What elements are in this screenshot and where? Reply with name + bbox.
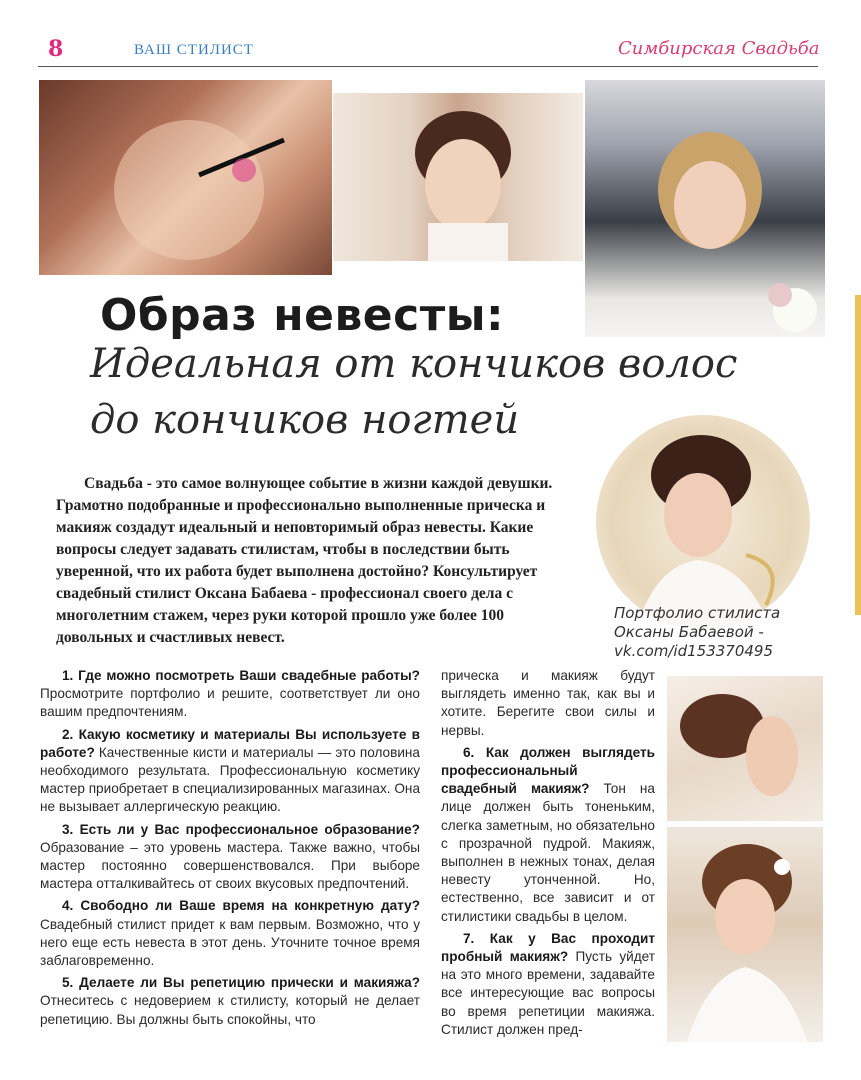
answer: Пусть уйдет на это много времени, задавайте все интересующие вас вопросы во время репетиции макияжа. Стилист должен пред-: [441, 949, 656, 1037]
photo-makeup-application: [39, 80, 332, 275]
question: 6. Как должен выглядеть профессиональный свадебный макияж?: [441, 744, 655, 797]
article-column-2: [441, 667, 655, 1043]
qa-item: [40, 897, 420, 970]
qa-item: [441, 744, 655, 926]
photo-bride-portrait: [333, 93, 583, 261]
answer: Просмотрите портфолио и решите, соответствует ли оно вашим предпочтениям.: [40, 686, 420, 720]
page-number: 8: [48, 36, 64, 62]
answer: Качественные кисти и материалы — это половина необходимого результата. Профессиональную косметику мастер приобретает в специализированных магазинах. Она не вызывает аллергическую реакцию.: [40, 744, 420, 815]
caption-line: Оксаны Бабаевой -: [614, 623, 764, 641]
photo-bride-in-car: [585, 80, 825, 337]
photo-stylist-portfolio: [596, 415, 810, 629]
continued-text: прическа и макияж будут выглядеть именно так, как вы и хотите. Берегите свои силы и нервы.: [441, 668, 655, 738]
photo-bridal-hairstyle-veil: [667, 827, 823, 1042]
article-subtitle: Идеальная от кончиков волос до кончиков ногтей: [90, 341, 738, 443]
qa-item: [40, 821, 420, 894]
article-lead: Свадьба - это самое волнующее событие в жизни каждой девушки. Грамотно подобранные и профессионально выполненные прическа и макияж создадут идеальный и неповторимый образ невесты. Какие вопросы следует задавать стилистам, чтобы в последствии быть уверенной, что их работа будет выполнена достойно? Консультирует свадебный стилист Оксана Бабаева - профессионал своего дела с многолетним стажем, через руки которой прошло уже более 100 довольных и счастливых невест.: [56, 475, 553, 646]
answer: Свадебный стилист придет к вам первым. Возможно, что у него еще есть невеста в этот день. Уточните точное время заблаговременно.: [40, 916, 420, 969]
section-title: ВАШ СТИЛИСТ: [134, 42, 254, 58]
answer: Отнеситесь с недоверием к стилисту, который не делает репетицию. Вы должны быть спокойны, что: [40, 993, 420, 1027]
answer: Образование – это уровень мастера. Также важно, чтобы мастер постоянно совершенствовался. При выборе мастера отталкивайтесь от своих вкусовых предпочтений.: [40, 839, 420, 892]
question: 7. Как у Вас проходит пробный макияж?: [441, 930, 655, 965]
question: 1. Где можно посмотреть Ваши свадебные работы?: [62, 668, 420, 683]
qa-item: [40, 974, 420, 1029]
qa-item: [40, 667, 420, 722]
qa-item: [40, 726, 420, 817]
question: 5. Делаете ли Вы репетицию прически и макияжа?: [62, 975, 420, 991]
header-divider: [38, 66, 818, 67]
photo-caption: [614, 604, 834, 661]
question: 3. Есть ли у Вас профессиональное образование?: [62, 821, 420, 837]
caption-line: Портфолио стилиста: [614, 604, 781, 622]
question: 2. Какую косметику и материалы Вы используете в работе?: [40, 726, 420, 760]
brand-logo: Симбирская Свадьба: [618, 38, 820, 59]
caption-link[interactable]: vk.com/id153370495: [614, 642, 774, 660]
article-title: Образ невесты:: [100, 290, 505, 341]
question: 4. Свободно ли Ваше время на конкретную дату?: [62, 898, 420, 914]
photo-updo-hairstyle: [667, 676, 823, 821]
page-edge-strip: [855, 295, 861, 615]
answer: Тон на лице должен быть тоненьким, слегка заметным, но обязательно с прозрачной пудрой. Макияж, выполнен в нежных тонах, делая невесту утонченной. Но, естественно, все зависит и от стилистики свадьбы в целом.: [441, 781, 655, 924]
article-column-1: [40, 667, 420, 1033]
qa-item: [441, 930, 655, 1039]
